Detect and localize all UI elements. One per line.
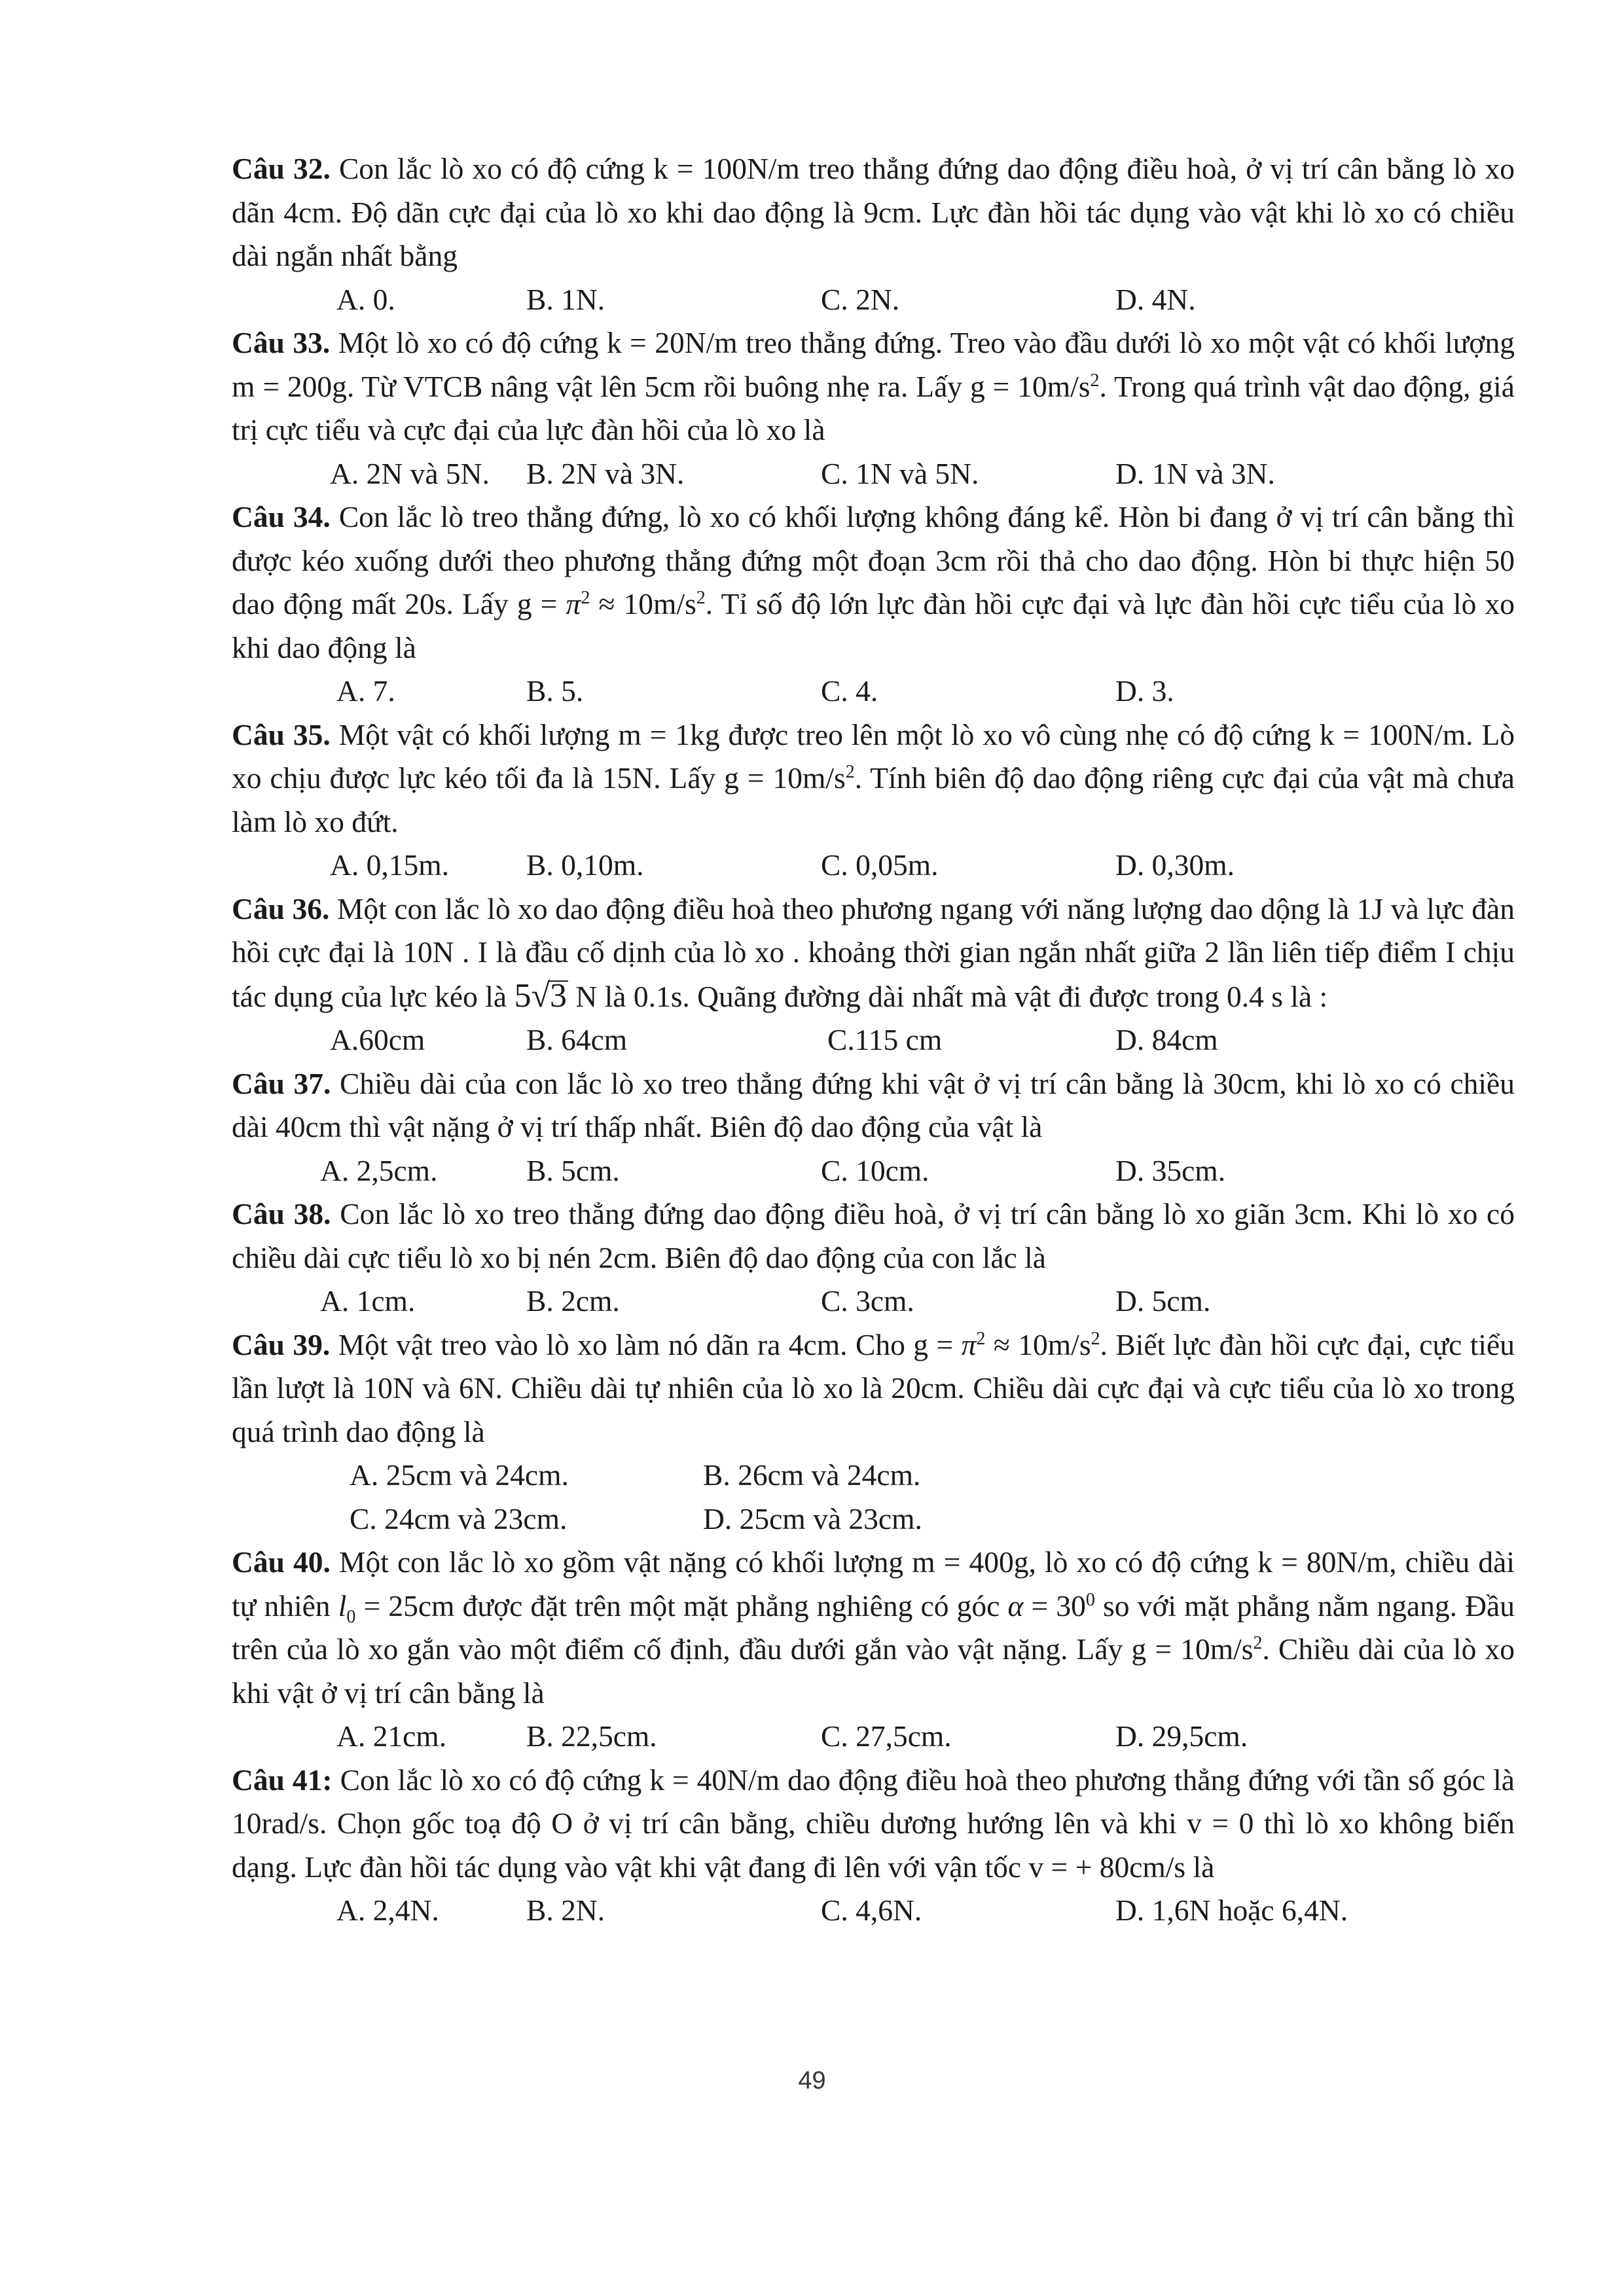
question-number: Câu 32. <box>232 152 331 185</box>
question-number: Câu 36. <box>232 891 330 925</box>
question-body: Con lắc lò xo có độ cứng k = 100N/m treo thẳng đứng dao động điều hoà, ở vị trí cân bằng lò xo dãn 4cm. Độ dãn cực đại của lò xo khi dao động là 9cm. Lực đàn hồi tác dụng vào vật khi lò xo có chiều dài ngắn nhất bằng <box>232 152 1515 272</box>
answer-options <box>232 1715 1515 1759</box>
subscript: 0 <box>346 1606 356 1627</box>
l-symbol: l <box>338 1588 347 1623</box>
option-b[interactable]: B. 0,10m. <box>526 848 644 882</box>
question-body: Con lắc lò xo treo thẳng đứng dao động điều hoà, ở vị trí cân bằng lò xo giãn 3cm. Khi lò xo có chiều dài cực tiểu lò xo bị nén 2cm. Biên độ dao động của con lắc là <box>232 1197 1515 1274</box>
approx-value: ≈ 10m/s <box>985 1327 1091 1361</box>
answer-options <box>232 844 1515 888</box>
question-35-text <box>232 713 1515 844</box>
option-a[interactable]: A. 2,4N. <box>336 1893 439 1927</box>
answer-options <box>232 1280 1515 1323</box>
question-body: Con lắc lò treo thẳng đứng, lò xo có khối lượng không đáng kể. Hòn bi đang ở vị trí cân bằng thì được kéo xuống dưới theo phương thẳng đứng một đoạn 3cm rồi thả cho dao động. Hòn bi thực hiện 50 dao động mất 20s. Lấy g = <box>232 500 1515 620</box>
question-40-text <box>232 1541 1515 1715</box>
option-a[interactable]: A. 7. <box>336 674 395 708</box>
question-37-text <box>232 1062 1515 1149</box>
pi-symbol: π <box>566 587 581 620</box>
question-34-text <box>232 495 1515 670</box>
question-41 <box>232 1759 1515 1933</box>
answer-options <box>232 670 1515 713</box>
option-b[interactable]: B. 22,5cm. <box>526 1719 657 1753</box>
option-b[interactable]: B. 26cm và 24cm. <box>703 1458 921 1492</box>
answer-options-row-1 <box>232 1454 1515 1498</box>
option-b[interactable]: B. 2N. <box>526 1893 605 1927</box>
sqrt-sign: √ <box>531 977 550 1014</box>
question-36 <box>232 888 1515 1062</box>
option-d[interactable]: D. 4N. <box>1115 282 1196 316</box>
option-b[interactable]: B. 5. <box>526 674 584 708</box>
option-b[interactable]: B. 2cm. <box>526 1284 620 1318</box>
question-body-end: . Chiều dài của lò xo khi vật ở vị trí cân bằng là <box>232 1632 1515 1710</box>
superscript: 2 <box>696 587 706 608</box>
option-c[interactable]: C. 0,05m. <box>821 848 939 882</box>
question-body-cont: . Tỉ số độ lớn lực đàn hồi cực đại và lực đàn hồi cực tiểu của lò xo khi dao động là <box>232 587 1515 664</box>
option-b[interactable]: B. 5cm. <box>526 1153 620 1187</box>
option-c[interactable]: C. 4. <box>821 674 878 708</box>
option-c[interactable]: C. 3cm. <box>821 1284 914 1318</box>
option-d[interactable]: D. 25cm và 23cm. <box>703 1501 922 1535</box>
option-a[interactable]: A. 1cm. <box>320 1284 416 1318</box>
answer-options <box>232 1149 1515 1193</box>
superscript: 2 <box>976 1328 986 1349</box>
question-33 <box>232 321 1515 495</box>
page-content <box>232 147 1515 1933</box>
answer-options <box>232 278 1515 322</box>
question-body: Một vật có khối lượng m = 1kg được treo lên một lò xo vô cùng nhẹ có độ cứng k = 100N/m. Lò xo chịu được lực kéo tối đa là 15N. Lấy g = 10m/s <box>232 717 1515 795</box>
question-number: Câu 34. <box>232 500 331 533</box>
alpha-symbol: α <box>1007 1588 1024 1623</box>
question-body-cont: N là 0.1s. Quãng đường dài nhất mà vật đi được trong 0.4 s là : <box>568 979 1328 1013</box>
superscript: 2 <box>581 587 590 608</box>
answer-options <box>232 1018 1515 1062</box>
question-number: Câu 40. <box>232 1545 331 1579</box>
option-d[interactable]: D. 84cm <box>1115 1023 1218 1056</box>
question-body: Một vật treo vào lò xo làm nó dãn ra 4cm. Cho g = <box>338 1327 962 1361</box>
option-c[interactable]: C. 4,6N. <box>821 1893 922 1927</box>
radicand: 3 <box>550 977 567 1014</box>
option-b[interactable]: B. 64cm <box>526 1023 628 1056</box>
question-38 <box>232 1193 1515 1323</box>
question-35 <box>232 713 1515 888</box>
degree-superscript: 0 <box>1085 1589 1095 1610</box>
question-body-cont: . Tính biên độ dao động riêng cực đại của vật mà chưa làm lò xo đứt. <box>232 761 1515 838</box>
option-d[interactable]: D. 0,30m. <box>1115 848 1235 882</box>
question-number: Câu 41: <box>232 1763 333 1797</box>
superscript: 2 <box>1091 1328 1100 1349</box>
question-41-text <box>232 1759 1515 1890</box>
option-a[interactable]: A.60cm <box>330 1023 425 1056</box>
question-38-text <box>232 1193 1515 1280</box>
question-39 <box>232 1323 1515 1541</box>
question-body-cont: so với mặt phẳng nằm ngang. Đầu trên của lò xo gắn vào một điểm cố định, đầu dưới gắn vào vật nặng. Lấy g = 10m/s <box>232 1588 1515 1666</box>
answer-options-row-2 <box>232 1498 1515 1541</box>
option-a[interactable]: A. 25cm và 24cm. <box>350 1458 569 1492</box>
option-c[interactable]: C. 1N và 5N. <box>821 456 979 490</box>
page-number: 49 <box>798 2067 826 2094</box>
option-a[interactable]: A. 2N và 5N. <box>330 456 490 490</box>
question-body: Một con lắc lò xo dao động điều hoà theo phương ngang với năng lượng dao dộng là 1J và lực đàn hồi cực đại là 10N . I là đầu cố dịnh của lò xo . khoảng thời gian ngắn nhất giữa 2 lần liên tiếp điểm I chịu tác dụng của lực kéo là <box>232 891 1515 1013</box>
option-c[interactable]: C. 24cm và 23cm. <box>350 1501 568 1535</box>
question-body: Con lắc lò xo có độ cứng k = 40N/m dao động điều hoà theo phương thẳng đứng với tần số góc là 10rad/s. Chọn gốc toạ độ O ở vị trí cân bằng, chiều dương hướng lên và khi v = 0 thì lò xo không biến dạng. Lực đàn hồi tác dụng vào vật khi vật đang đi lên với vận tốc v = + 80cm/s là <box>232 1763 1515 1884</box>
question-32 <box>232 147 1515 321</box>
question-36-text <box>232 888 1515 1019</box>
option-c[interactable]: C.115 cm <box>827 1023 943 1056</box>
approx-value: ≈ 10m/s <box>590 587 696 620</box>
angle-value: = 30 <box>1023 1588 1086 1623</box>
question-body: Một con lắc lò xo gồm vật nặng có khối lượng m = 400g, lò xo có độ cứng k = 80N/m, chiều dài tự nhiên <box>232 1545 1515 1623</box>
question-34 <box>232 495 1515 713</box>
option-c[interactable]: C. 2N. <box>821 282 900 316</box>
answer-options <box>232 1889 1515 1933</box>
option-a[interactable]: A. 0. <box>336 282 395 316</box>
question-number: Câu 38. <box>232 1197 331 1230</box>
option-a[interactable]: A. 0,15m. <box>330 848 449 882</box>
option-b[interactable]: B. 2N và 3N. <box>526 456 685 490</box>
superscript: 2 <box>1253 1632 1263 1653</box>
option-a[interactable]: A. 2,5cm. <box>320 1153 438 1187</box>
option-d[interactable]: D. 35cm. <box>1115 1153 1226 1187</box>
question-number: Câu 35. <box>232 717 331 751</box>
option-c[interactable]: C. 10cm. <box>821 1153 929 1187</box>
superscript: 2 <box>845 761 855 782</box>
option-d[interactable]: D. 5cm. <box>1115 1284 1211 1318</box>
question-body-cont: . Trong quá trình vật dao động, giá trị cực tiểu và cực đại của lực đàn hồi của lò xo là <box>232 369 1515 446</box>
question-body: Một lò xo có độ cứng k = 20N/m treo thẳng đứng. Treo vào đầu dưới lò xo một vật có khối lượng m = 200g. Từ VTCB nâng vật lên 5cm rồi buông nhẹ ra. Lấy g = 10m/s <box>232 326 1515 403</box>
question-number: Câu 37. <box>232 1066 331 1100</box>
question-body-cont: = 25cm được đặt trên một mặt phẳng nghiêng có góc <box>355 1588 1008 1623</box>
option-d[interactable]: D. 1N và 3N. <box>1115 456 1275 490</box>
answer-options <box>232 452 1515 496</box>
question-33-text <box>232 321 1515 452</box>
pi-symbol: π <box>961 1327 977 1361</box>
question-40 <box>232 1541 1515 1759</box>
question-37 <box>232 1062 1515 1193</box>
question-39-text <box>232 1323 1515 1454</box>
question-body: Chiều dài của con lắc lò xo treo thẳng đứng khi vật ở vị trí cân bằng là 30cm, khi lò xo có chiều dài 40cm thì vật nặng ở vị trí thấp nhất. Biên độ dao động của vật là <box>232 1066 1515 1143</box>
option-b[interactable]: B. 1N. <box>526 282 605 316</box>
question-body-cont: . Biết lực đàn hồi cực đại, cực tiểu lần lượt là 10N và 6N. Chiều dài tự nhiên của lò xo là 20cm. Chiều dài cực đại và cực tiểu của lò xo trong quá trình dao động là <box>232 1327 1515 1448</box>
option-a[interactable]: A. 21cm. <box>336 1719 447 1753</box>
option-d[interactable]: D. 29,5cm. <box>1115 1719 1248 1753</box>
coefficient: 5 <box>514 977 532 1014</box>
option-d[interactable]: D. 3. <box>1115 674 1174 708</box>
option-d[interactable]: D. 1,6N hoặc 6,4N. <box>1115 1893 1348 1927</box>
question-number: Câu 39. <box>232 1327 331 1361</box>
superscript: 2 <box>1090 370 1100 391</box>
question-32-text <box>232 147 1515 278</box>
question-number: Câu 33. <box>232 326 331 359</box>
option-c[interactable]: C. 27,5cm. <box>821 1719 952 1753</box>
